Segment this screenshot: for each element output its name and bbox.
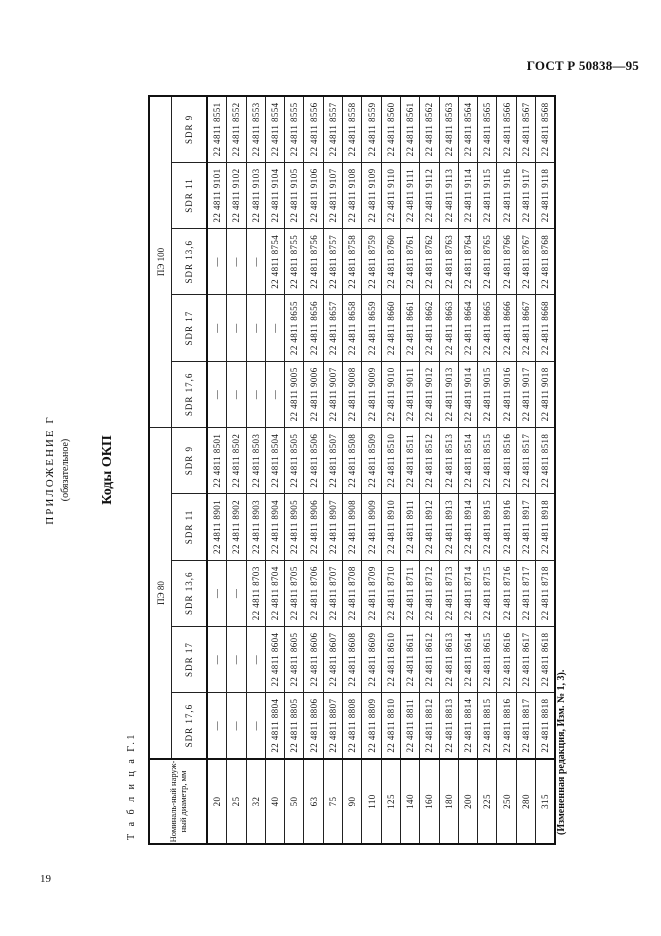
okp-code-cell: —	[207, 361, 227, 427]
okp-code-cell: 22 4811 8503	[246, 428, 265, 494]
column-header: SDR 9	[172, 428, 208, 494]
okp-code-cell: 22 4811 8906	[304, 494, 323, 560]
okp-code-cell: —	[246, 229, 265, 295]
table-row	[343, 96, 362, 844]
okp-code-cell: 22 4811 8552	[227, 96, 246, 162]
column-header: SDR 13,6	[172, 560, 208, 626]
diameter-cell: 180	[439, 759, 458, 844]
okp-code-cell: 22 4811 8766	[497, 229, 516, 295]
okp-code-cell: —	[246, 295, 265, 361]
okp-code-cell: 22 4811 8711	[400, 560, 419, 626]
okp-code-cell: —	[207, 295, 227, 361]
okp-code-cell: —	[227, 560, 246, 626]
okp-code-cell: 22 4811 8510	[381, 428, 400, 494]
okp-code-cell: 22 4811 8902	[227, 494, 246, 560]
okp-code-cell: 22 4811 9018	[536, 361, 556, 427]
diameter-cell: 75	[323, 759, 342, 844]
okp-code-cell: 22 4811 8813	[439, 693, 458, 759]
okp-code-cell: 22 4811 8661	[400, 295, 419, 361]
okp-code-cell: 22 4811 8905	[285, 494, 304, 560]
okp-code-cell: 22 4811 8559	[362, 96, 381, 162]
diameter-cell: 125	[381, 759, 400, 844]
okp-code-cell: 22 4811 8764	[458, 229, 477, 295]
okp-code-cell: 22 4811 8756	[304, 229, 323, 295]
table-row	[400, 96, 419, 844]
okp-code-cell: 22 4811 8710	[381, 560, 400, 626]
diameter-cell: 32	[246, 759, 265, 844]
okp-code-cell: 22 4811 8709	[362, 560, 381, 626]
okp-code-cell: 22 4811 8666	[497, 295, 516, 361]
diameter-cell: 50	[285, 759, 304, 844]
okp-code-cell: 22 4811 9112	[420, 162, 439, 228]
okp-code-cell: 22 4811 9010	[381, 361, 400, 427]
table-row	[207, 96, 227, 844]
table-row	[439, 96, 458, 844]
okp-code-cell: 22 4811 9111	[400, 162, 419, 228]
okp-code-cell: 22 4811 9107	[323, 162, 342, 228]
okp-code-cell: 22 4811 8565	[478, 96, 497, 162]
okp-code-cell: —	[207, 693, 227, 759]
okp-code-cell: 22 4811 8558	[343, 96, 362, 162]
okp-code-cell: 22 4811 8907	[323, 494, 342, 560]
okp-code-cell: 22 4811 9113	[439, 162, 458, 228]
okp-code-cell: 22 4811 8508	[343, 428, 362, 494]
okp-code-cell: 22 4811 9115	[478, 162, 497, 228]
okp-code-cell: 22 4811 8715	[478, 560, 497, 626]
okp-code-cell: 22 4811 8566	[497, 96, 516, 162]
group-header-pe100: ПЭ 100	[149, 96, 172, 428]
okp-code-cell: 22 4811 8611	[400, 626, 419, 692]
column-header: SDR 9	[172, 96, 208, 162]
okp-code-cell: 22 4811 8818	[536, 693, 556, 759]
okp-code-cell: 22 4811 9104	[265, 162, 284, 228]
okp-code-cell: 22 4811 8667	[516, 295, 535, 361]
page-number: 19	[40, 873, 51, 885]
okp-code-cell: 22 4811 8703	[246, 560, 265, 626]
okp-code-cell: 22 4811 8665	[478, 295, 497, 361]
okp-code-cell: 22 4811 9014	[458, 361, 477, 427]
okp-code-cell: 22 4811 8604	[265, 626, 284, 692]
okp-code-cell: 22 4811 8502	[227, 428, 246, 494]
okp-code-cell: 22 4811 8758	[343, 229, 362, 295]
okp-code-cell: 22 4811 8909	[362, 494, 381, 560]
okp-code-cell: —	[265, 295, 284, 361]
okp-code-cell: 22 4811 8551	[207, 96, 227, 162]
okp-code-cell: 22 4811 8704	[265, 560, 284, 626]
okp-code-cell: 22 4811 8507	[323, 428, 342, 494]
table-row	[362, 96, 381, 844]
okp-code-cell: 22 4811 8658	[343, 295, 362, 361]
okp-code-cell: 22 4811 8765	[478, 229, 497, 295]
okp-code-cell: 22 4811 9008	[343, 361, 362, 427]
okp-code-cell: —	[207, 560, 227, 626]
okp-code-cell: 22 4811 9017	[516, 361, 535, 427]
okp-code-cell: 22 4811 9106	[304, 162, 323, 228]
okp-code-cell: 22 4811 8564	[458, 96, 477, 162]
okp-code-cell: 22 4811 8716	[497, 560, 516, 626]
table-row	[516, 96, 535, 844]
rotated-page-content	[30, 70, 590, 870]
column-header: SDR 17	[172, 626, 208, 692]
diameter-cell: 25	[227, 759, 246, 844]
okp-code-cell: —	[227, 693, 246, 759]
okp-code-cell: 22 4811 8760	[381, 229, 400, 295]
diameter-cell: 315	[536, 759, 556, 844]
okp-code-cell: —	[207, 229, 227, 295]
okp-code-cell: 22 4811 8562	[420, 96, 439, 162]
okp-code-cell: 22 4811 8511	[400, 428, 419, 494]
column-header: SDR 17,6	[172, 361, 208, 427]
okp-code-cell: 22 4811 8657	[323, 295, 342, 361]
okp-code-cell: 22 4811 8814	[458, 693, 477, 759]
okp-code-cell: 22 4811 8807	[323, 693, 342, 759]
okp-code-cell: 22 4811 8767	[516, 229, 535, 295]
okp-code-cell: 22 4811 8916	[497, 494, 516, 560]
diameter-cell: 20	[207, 759, 227, 844]
okp-code-cell: 22 4811 8662	[420, 295, 439, 361]
table-row	[265, 96, 284, 844]
okp-code-cell: 22 4811 8904	[265, 494, 284, 560]
okp-code-cell: 22 4811 9012	[420, 361, 439, 427]
footnote: (Измененная редакция, Изм. № 1, 3).	[556, 669, 567, 835]
table-row	[536, 96, 556, 844]
okp-code-cell: 22 4811 8655	[285, 295, 304, 361]
standard-number: ГОСТ Р 50838—95	[526, 58, 639, 73]
okp-code-cell: 22 4811 8817	[516, 693, 535, 759]
diameter-cell: 225	[478, 759, 497, 844]
column-header: SDR 11	[172, 162, 208, 228]
okp-code-cell: 22 4811 9016	[497, 361, 516, 427]
okp-code-cell: 22 4811 8713	[439, 560, 458, 626]
okp-code-cell: —	[207, 626, 227, 692]
okp-code-cell: 22 4811 8812	[420, 693, 439, 759]
okp-code-cell: 22 4811 8912	[420, 494, 439, 560]
okp-code-cell: 22 4811 8568	[536, 96, 556, 162]
okp-code-cell: 22 4811 8555	[285, 96, 304, 162]
okp-code-cell: 22 4811 8563	[439, 96, 458, 162]
okp-code-cell: 22 4811 8504	[265, 428, 284, 494]
okp-code-cell: 22 4811 8762	[420, 229, 439, 295]
okp-code-cell: 22 4811 8505	[285, 428, 304, 494]
okp-code-cell: —	[246, 626, 265, 692]
okp-code-cell: 22 4811 8754	[265, 229, 284, 295]
table-row	[478, 96, 497, 844]
okp-code-cell: 22 4811 8509	[362, 428, 381, 494]
okp-codes-table	[148, 95, 556, 845]
okp-code-cell: 22 4811 8806	[304, 693, 323, 759]
okp-code-cell: 22 4811 9007	[323, 361, 342, 427]
okp-code-cell: 22 4811 8617	[516, 626, 535, 692]
okp-code-cell: 22 4811 8605	[285, 626, 304, 692]
okp-code-cell: 22 4811 8808	[343, 693, 362, 759]
okp-code-cell: 22 4811 8518	[536, 428, 556, 494]
table-row	[381, 96, 400, 844]
okp-code-cell: 22 4811 8809	[362, 693, 381, 759]
table-row	[246, 96, 265, 844]
table-row	[458, 96, 477, 844]
okp-code-cell: 22 4811 9108	[343, 162, 362, 228]
okp-code-cell: 22 4811 8910	[381, 494, 400, 560]
okp-code-cell: 22 4811 8656	[304, 295, 323, 361]
okp-code-cell: 22 4811 8663	[439, 295, 458, 361]
column-header: SDR 17	[172, 295, 208, 361]
okp-code-cell: 22 4811 8707	[323, 560, 342, 626]
okp-code-cell: 22 4811 8714	[458, 560, 477, 626]
okp-code-cell: 22 4811 8759	[362, 229, 381, 295]
column-header: SDR 17,6	[172, 693, 208, 759]
table-row	[227, 96, 246, 844]
okp-code-cell: 22 4811 9118	[536, 162, 556, 228]
okp-code-cell: 22 4811 8560	[381, 96, 400, 162]
diameter-cell: 140	[400, 759, 419, 844]
column-header: SDR 11	[172, 494, 208, 560]
okp-code-cell: 22 4811 8903	[246, 494, 265, 560]
diameter-header: Номиналь-ный наруж-ный диаметр, мм	[149, 759, 207, 844]
okp-code-cell: 22 4811 8908	[343, 494, 362, 560]
okp-code-cell: 22 4811 8606	[304, 626, 323, 692]
okp-code-cell: 22 4811 8515	[478, 428, 497, 494]
appendix-subtitle: (обязательное)	[60, 438, 71, 502]
diameter-cell: 280	[516, 759, 535, 844]
diameter-cell: 63	[304, 759, 323, 844]
okp-code-cell: 22 4811 8708	[343, 560, 362, 626]
okp-code-cell: —	[246, 361, 265, 427]
okp-code-cell: 22 4811 8914	[458, 494, 477, 560]
okp-code-cell: 22 4811 8613	[439, 626, 458, 692]
okp-code-cell: 22 4811 8664	[458, 295, 477, 361]
okp-code-cell: 22 4811 8553	[246, 96, 265, 162]
okp-code-cell: 22 4811 8608	[343, 626, 362, 692]
okp-code-cell: 22 4811 8616	[497, 626, 516, 692]
okp-code-cell: 22 4811 8668	[536, 295, 556, 361]
column-header: SDR 13,6	[172, 229, 208, 295]
okp-code-cell: 22 4811 9013	[439, 361, 458, 427]
table-row	[304, 96, 323, 844]
okp-code-cell: 22 4811 9015	[478, 361, 497, 427]
okp-code-cell: 22 4811 9011	[400, 361, 419, 427]
section-heading: Коды ОКП	[100, 435, 115, 505]
okp-code-cell: 22 4811 9009	[362, 361, 381, 427]
table-row	[497, 96, 516, 844]
okp-code-cell: 22 4811 8557	[323, 96, 342, 162]
table-row	[323, 96, 342, 844]
okp-code-cell: 22 4811 8516	[497, 428, 516, 494]
okp-code-cell: 22 4811 8718	[536, 560, 556, 626]
okp-code-cell: 22 4811 8755	[285, 229, 304, 295]
okp-code-cell: 22 4811 9110	[381, 162, 400, 228]
okp-code-cell: —	[246, 693, 265, 759]
diameter-cell: 110	[362, 759, 381, 844]
okp-code-cell: 22 4811 8804	[265, 693, 284, 759]
okp-code-cell: 22 4811 8915	[478, 494, 497, 560]
okp-code-cell: 22 4811 8561	[400, 96, 419, 162]
okp-code-cell: 22 4811 9105	[285, 162, 304, 228]
group-header-pe80: ПЭ 80	[149, 428, 172, 759]
okp-code-cell: 22 4811 9103	[246, 162, 265, 228]
okp-code-cell: 22 4811 8810	[381, 693, 400, 759]
okp-code-cell: 22 4811 8506	[304, 428, 323, 494]
okp-code-cell: 22 4811 9102	[227, 162, 246, 228]
okp-code-cell: 22 4811 9109	[362, 162, 381, 228]
okp-code-cell: 22 4811 8556	[304, 96, 323, 162]
okp-code-cell: 22 4811 9101	[207, 162, 227, 228]
okp-code-cell: 22 4811 8815	[478, 693, 497, 759]
okp-code-cell: 22 4811 8901	[207, 494, 227, 560]
okp-code-cell: —	[265, 361, 284, 427]
okp-code-cell: 22 4811 8609	[362, 626, 381, 692]
table-row	[420, 96, 439, 844]
okp-code-cell: 22 4811 8612	[420, 626, 439, 692]
okp-code-cell: 22 4811 8567	[516, 96, 535, 162]
diameter-cell: 250	[497, 759, 516, 844]
okp-code-cell: 22 4811 9116	[497, 162, 516, 228]
okp-code-cell: —	[227, 626, 246, 692]
okp-code-cell: 22 4811 8607	[323, 626, 342, 692]
okp-code-cell: 22 4811 8513	[439, 428, 458, 494]
okp-code-cell: 22 4811 8660	[381, 295, 400, 361]
okp-code-cell: 22 4811 8768	[536, 229, 556, 295]
okp-code-cell: 22 4811 8501	[207, 428, 227, 494]
diameter-cell: 160	[420, 759, 439, 844]
okp-code-cell: 22 4811 8712	[420, 560, 439, 626]
okp-code-cell: 22 4811 8610	[381, 626, 400, 692]
okp-code-cell: 22 4811 8512	[420, 428, 439, 494]
okp-code-cell: 22 4811 8805	[285, 693, 304, 759]
okp-code-cell: —	[227, 295, 246, 361]
okp-code-cell: 22 4811 8615	[478, 626, 497, 692]
appendix-title: ПРИЛОЖЕНИЕ Г	[44, 415, 56, 525]
okp-code-cell: 22 4811 8705	[285, 560, 304, 626]
table-label: Т а б л и ц а Г.1	[126, 732, 137, 840]
okp-code-cell: 22 4811 9117	[516, 162, 535, 228]
okp-code-cell: 22 4811 8554	[265, 96, 284, 162]
okp-code-cell: —	[227, 361, 246, 427]
okp-code-cell: 22 4811 8706	[304, 560, 323, 626]
okp-code-cell: 22 4811 8917	[516, 494, 535, 560]
okp-code-cell: 22 4811 9006	[304, 361, 323, 427]
okp-code-cell: 22 4811 9005	[285, 361, 304, 427]
okp-code-cell: 22 4811 9114	[458, 162, 477, 228]
okp-code-cell: 22 4811 8761	[400, 229, 419, 295]
okp-code-cell: 22 4811 8816	[497, 693, 516, 759]
okp-code-cell: 22 4811 8517	[516, 428, 535, 494]
okp-code-cell: 22 4811 8811	[400, 693, 419, 759]
okp-code-cell: 22 4811 8757	[323, 229, 342, 295]
okp-code-cell: 22 4811 8614	[458, 626, 477, 692]
okp-code-cell: 22 4811 8659	[362, 295, 381, 361]
okp-code-cell: 22 4811 8514	[458, 428, 477, 494]
okp-code-cell: 22 4811 8911	[400, 494, 419, 560]
diameter-cell: 90	[343, 759, 362, 844]
okp-code-cell: 22 4811 8618	[536, 626, 556, 692]
diameter-cell: 40	[265, 759, 284, 844]
okp-code-cell: 22 4811 8763	[439, 229, 458, 295]
okp-code-cell: 22 4811 8918	[536, 494, 556, 560]
okp-code-cell: 22 4811 8913	[439, 494, 458, 560]
diameter-cell: 200	[458, 759, 477, 844]
okp-code-cell: 22 4811 8717	[516, 560, 535, 626]
table-row	[285, 96, 304, 844]
okp-code-cell: —	[227, 229, 246, 295]
